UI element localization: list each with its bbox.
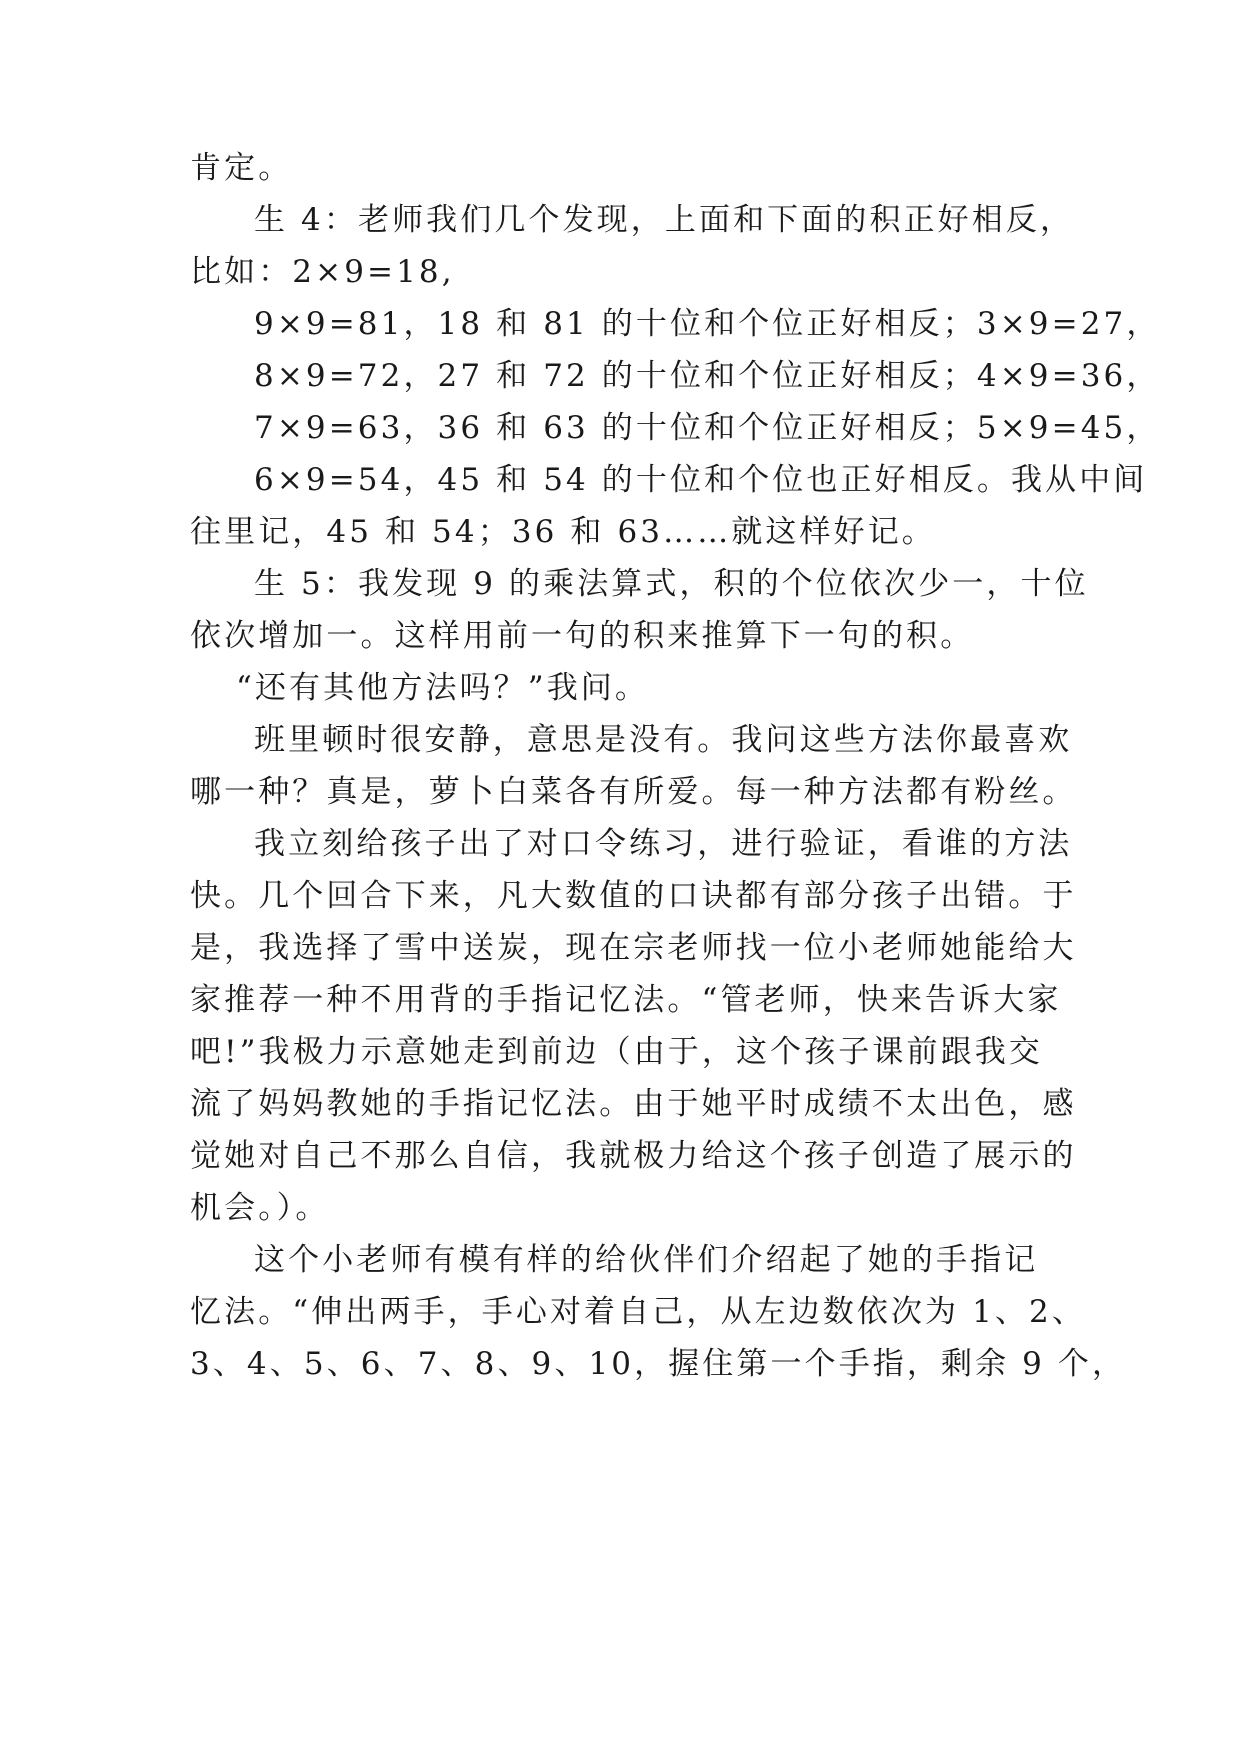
text-line: 依次增加一。这样用前一句的积来推算下一句的积。 — [190, 618, 975, 654]
text-line: 我立刻给孩子出了对口令练习，进行验证，看谁的方法 — [254, 826, 1073, 862]
text-line: 流了妈妈教她的手指记忆法。由于她平时成绩不太出色，感 — [190, 1086, 1077, 1122]
text-line: 肯定。 — [190, 150, 293, 186]
text-line: 3、4、5、6、7、8、9、10，握住第一个手指，剩余 9 个， — [190, 1346, 1127, 1382]
text-line: 6×9=54，45 和 54 的十位和个位也正好相反。我从中间 — [254, 462, 1148, 498]
text-line: 比如：2×9=18, — [190, 254, 455, 290]
text-line: 9×9=81，18 和 81 的十位和个位正好相反；3×9=27， — [254, 306, 1161, 342]
text-line: 家推荐一种不用背的手指记忆法。“管老师，快来告诉大家 — [190, 982, 1062, 1018]
text-line: 往里记，45 和 54；36 和 63……就这样好记。 — [190, 514, 936, 550]
text-line: 觉她对自己不那么自信，我就极力给这个孩子创造了展示的 — [190, 1138, 1077, 1174]
text-line: 吧!”我极力示意她走到前边（由于，这个孩子课前跟我交 — [190, 1034, 1043, 1070]
text-line: 生 5：我发现 9 的乘法算式，积的个位依次少一，十位 — [254, 566, 1089, 602]
text-line: 班里顿时很安静，意思是没有。我问这些方法你最喜欢 — [254, 722, 1073, 758]
text-line: 生 4：老师我们几个发现，上面和下面的积正好相反， — [254, 202, 1075, 238]
text-line: 是，我选择了雪中送炭，现在宗老师找一位小老师她能给大 — [190, 930, 1077, 966]
text-line: 8×9=72，27 和 72 的十位和个位正好相反；4×9=36， — [254, 358, 1161, 394]
text-line: 哪一种？真是，萝卜白菜各有所爱。每一种方法都有粉丝。 — [190, 774, 1077, 810]
text-line: 7×9=63，36 和 63 的十位和个位正好相反；5×9=45， — [254, 410, 1161, 446]
text-line: 机会。）。 — [190, 1190, 330, 1226]
text-line: 这个小老师有模有样的给伙伴们介绍起了她的手指记 — [254, 1242, 1039, 1278]
text-line: “还有其他方法吗？”我问。 — [236, 670, 649, 706]
text-line: 快。几个回合下来，凡大数值的口诀都有部分孩子出错。于 — [190, 878, 1077, 914]
text-line: 忆法。“伸出两手，手心对着自己，从左边数依次为 1、2、 — [190, 1294, 1086, 1330]
